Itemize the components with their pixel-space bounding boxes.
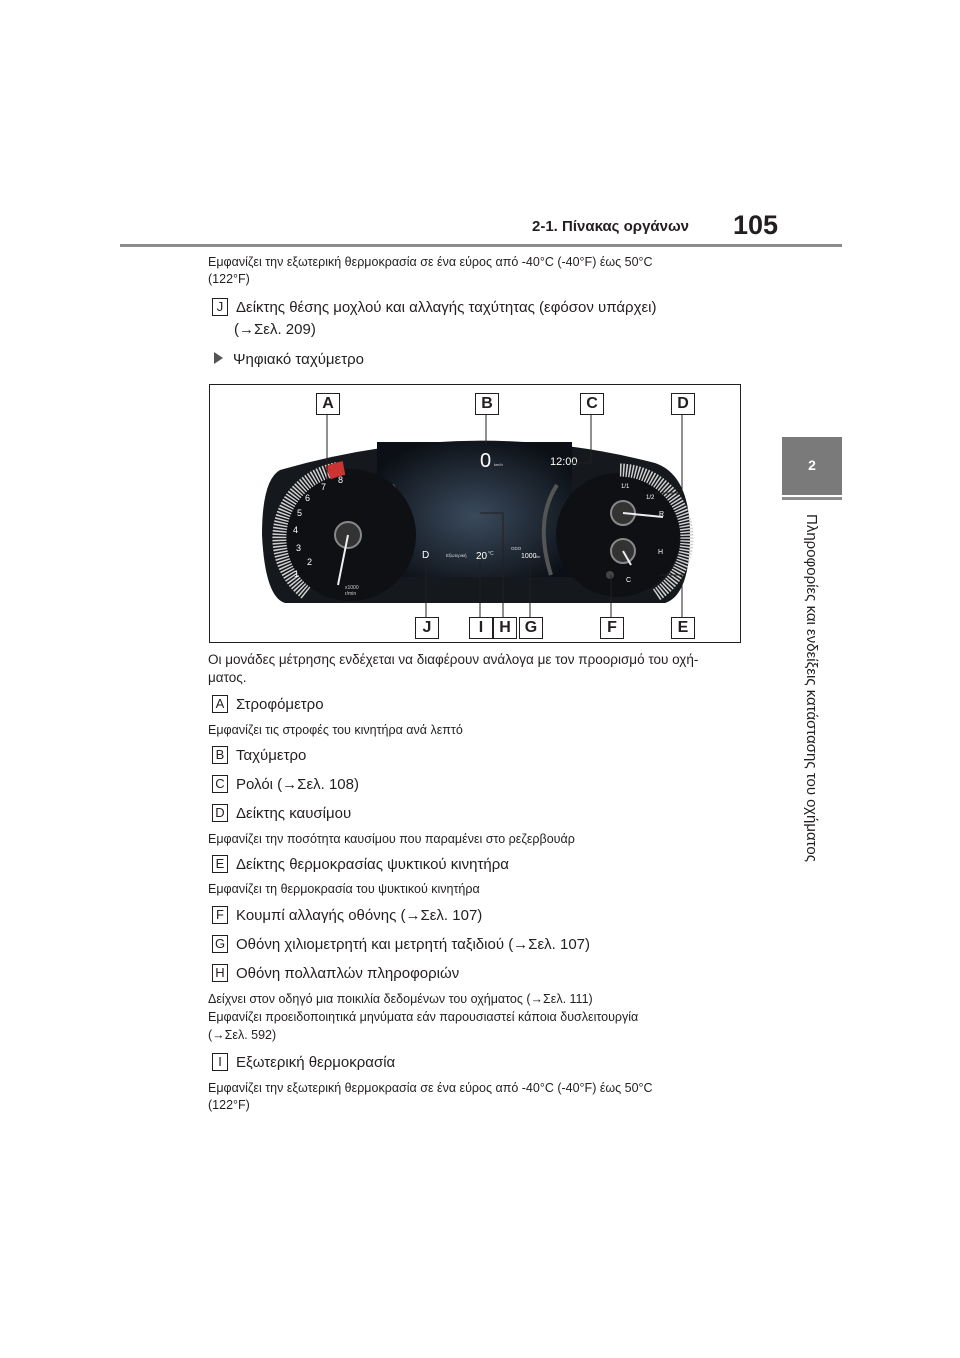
item-g-title: Οθόνη χιλιομετρητή και μετρητή ταξιδιού (→Σελ. 107) — [236, 936, 591, 953]
item-f — [212, 906, 482, 926]
bullet-digital-speedometer — [214, 350, 364, 370]
item-g — [212, 935, 590, 955]
item-h-title: Οθόνη πολλαπλών πληροφοριών — [236, 965, 460, 982]
callout-h: H — [493, 617, 517, 639]
item-h-desc-3: (→Σελ. 592) — [208, 1028, 277, 1042]
fuel-reserve-label: R — [659, 511, 665, 518]
note-line-2: ματος. — [208, 670, 247, 685]
speed-value: 0 — [480, 450, 492, 472]
tach-num-4: 4 — [293, 525, 299, 535]
item-d — [212, 804, 351, 824]
tach-num-8: 8 — [338, 475, 344, 485]
header-divider — [120, 244, 842, 247]
callout-i: I — [469, 617, 493, 639]
item-h-label: H — [212, 964, 228, 982]
outside-temp-unit: °C — [488, 551, 494, 557]
item-i-label: I — [212, 1053, 228, 1071]
item-j-title: Δείκτης θέσης μοχλού και αλλαγής ταχύτητας (εφόσον υπάρχει) — [236, 299, 657, 316]
section-title: 2-1. Πίνακας οργάνων — [532, 218, 689, 235]
outside-temp-value: 20 — [476, 551, 488, 562]
item-c — [212, 775, 359, 795]
item-e-desc: Εμφανίζει τη θερμοκρασία του ψυκτικού κινητήρα — [208, 882, 480, 896]
item-c-title: Ρολόι (→Σελ. 108) — [236, 776, 359, 793]
item-e — [212, 855, 509, 875]
odometer-value: 1000 — [521, 553, 537, 560]
tach-unit: x1000 — [345, 585, 359, 591]
item-d-desc: Εμφανίζει την ποσότητα καυσίμου που παραμένει στο ρεζερβουάρ — [208, 832, 575, 846]
odometer-unit: km — [535, 554, 541, 559]
item-d-title: Δείκτης καυσίμου — [236, 805, 352, 822]
gear-indicator: D — [422, 550, 430, 561]
item-h-desc-2: Εμφανίζει προειδοποιητικά μηνύματα εάν παρουσιαστεί κάποια δυσλειτουργία — [208, 1010, 639, 1024]
page-number: 105 — [733, 210, 779, 240]
instrument-cluster-figure — [209, 384, 741, 643]
speed-unit: km/h — [494, 462, 503, 467]
item-i-desc-1: Εμφανίζει την εξωτερική θερμοκρασία σε ένα εύρος από -40°C (-40°F) έως 50°C — [208, 1081, 653, 1095]
item-e-title: Δείκτης θερμοκρασίας ψυκτικού κινητήρα — [236, 856, 509, 873]
item-h-desc-1: Δείχνει στον οδηγό μια ποικιλία δεδομένων του οχήματος (→Σελ. 111) — [208, 992, 593, 1006]
item-h — [212, 964, 459, 984]
item-g-label: G — [212, 935, 228, 953]
item-i-desc-2: (122°F) — [208, 1098, 250, 1112]
odo-prefix: ODO — [511, 546, 522, 551]
bullet-arrow-icon — [214, 352, 223, 364]
item-c-label: C — [212, 775, 228, 793]
callout-f: F — [600, 617, 624, 639]
callout-j: J — [415, 617, 439, 639]
outside-temp-label: Εξωτερική — [446, 553, 467, 558]
chapter-title-text: Πληροφορίες και ενδείξεις κατάστασης του οχήματος — [803, 514, 820, 862]
instrument-cluster-illustration — [210, 385, 740, 642]
temp-hot-label: H — [658, 549, 664, 556]
intro-line-1: Εμφανίζει την εξωτερική θερμοκρασία σε ένα εύρος από -40°C (-40°F) έως 50°C — [208, 255, 653, 269]
item-i-title: Εξωτερική θερμοκρασία — [236, 1054, 396, 1071]
item-f-label: F — [212, 906, 228, 924]
temp-cold-label: C — [626, 577, 632, 584]
tachometer-redzone — [328, 468, 344, 473]
tach-num-6: 6 — [305, 493, 311, 503]
callout-e: E — [671, 617, 695, 639]
fuel-half-label: 1/2 — [646, 495, 655, 501]
intro-line-2: (122°F) — [208, 272, 250, 286]
item-b-label: B — [212, 746, 228, 764]
tach-unit-rpm: r/min — [345, 591, 357, 597]
item-j-label: J — [212, 298, 228, 316]
callout-d: D — [671, 393, 695, 415]
bullet-text: Ψηφιακό ταχύμετρο — [233, 351, 365, 368]
item-b — [212, 746, 306, 766]
tach-num-3: 3 — [296, 543, 302, 553]
callout-g: G — [519, 617, 543, 639]
item-a — [212, 695, 324, 715]
clock-value: 12:00 — [550, 456, 578, 468]
tach-num-5: 5 — [297, 508, 303, 518]
item-d-label: D — [212, 804, 228, 822]
item-e-label: E — [212, 855, 228, 873]
item-j-ref: (→Σελ. 209) — [234, 321, 316, 338]
callout-a: A — [316, 393, 340, 415]
item-a-title: Στροφόμετρο — [236, 696, 324, 713]
chapter-number: 2 — [808, 457, 816, 473]
item-j — [212, 298, 656, 318]
tach-num-2: 2 — [307, 557, 313, 567]
display-change-button — [606, 571, 614, 579]
tach-num-7: 7 — [321, 482, 327, 492]
item-b-title: Ταχύμετρο — [236, 747, 307, 764]
chapter-tab-divider — [782, 497, 842, 500]
item-a-label: A — [212, 695, 228, 713]
item-a-desc: Εμφανίζει τις στροφές του κινητήρα ανά λεπτό — [208, 723, 463, 737]
tach-num-1: 1 — [294, 569, 300, 579]
note-line-1: Οι μονάδες μέτρησης ενδέχεται να διαφέρουν ανάλογα με τον προορισμό του οχή- — [208, 652, 699, 667]
callout-b: B — [475, 393, 499, 415]
callout-c: C — [580, 393, 604, 415]
chapter-tab — [782, 437, 842, 495]
chapter-title — [800, 514, 820, 1094]
item-f-title: Κουμπί αλλαγής οθόνης (→Σελ. 107) — [236, 907, 483, 924]
fuel-full-label: 1/1 — [621, 484, 630, 490]
item-i — [212, 1053, 395, 1073]
